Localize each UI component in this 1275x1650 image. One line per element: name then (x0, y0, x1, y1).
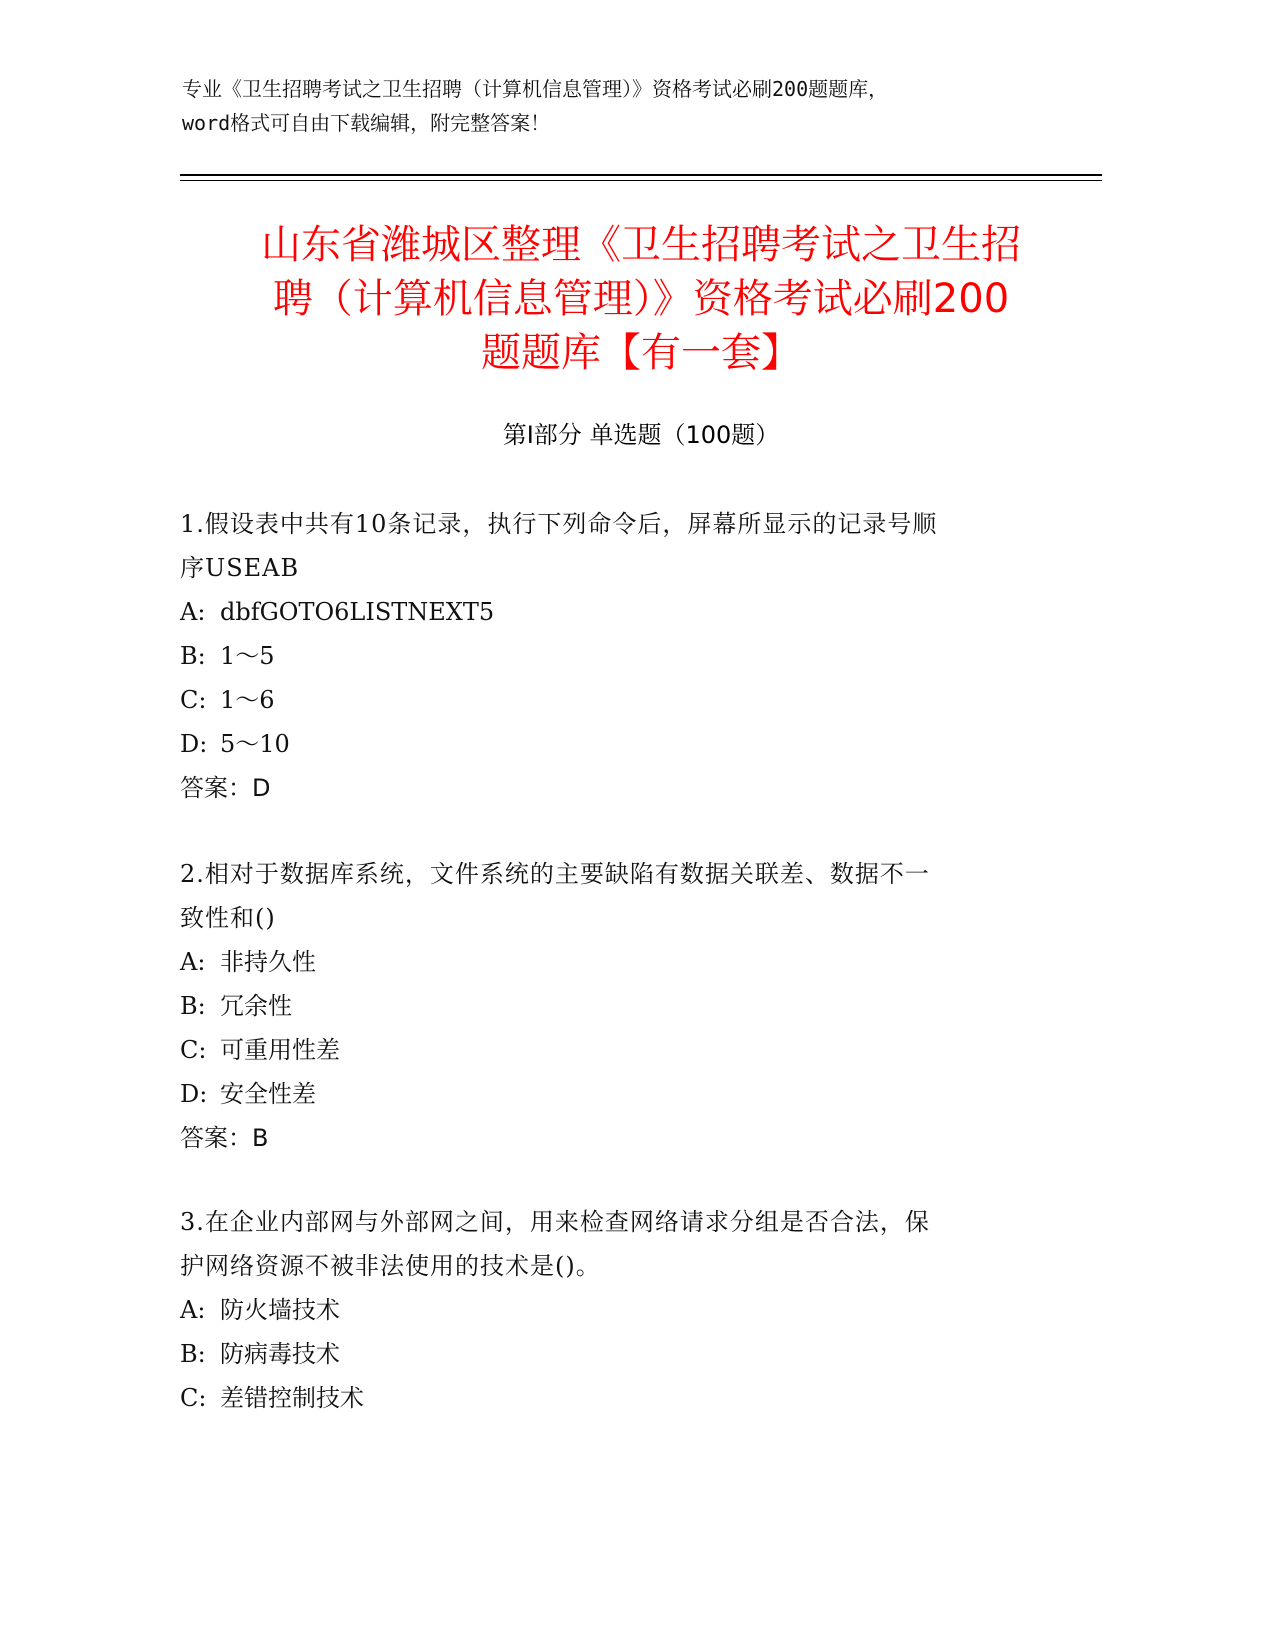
option-text: dbfGOTO6LISTNEXT5 (220, 598, 495, 626)
option-text: 冗余性 (220, 992, 292, 1020)
header-divider-thick (180, 174, 1102, 176)
header-note-line-1: 专业《卫生招聘考试之卫生招聘（计算机信息管理）》资格考试必刷200题题库， (182, 77, 889, 101)
option-letter: D: (180, 730, 208, 758)
option-a (180, 590, 1080, 634)
option-b (180, 1332, 1080, 1376)
option-letter: B: (180, 1340, 206, 1368)
option-c (180, 1376, 1080, 1420)
document-title (180, 218, 1102, 380)
question-stem-line-2: 致性和() (180, 904, 276, 932)
option-text: 5～10 (220, 730, 290, 758)
question-3 (180, 1200, 1080, 1420)
question-stem (180, 852, 1080, 940)
answer-line: 答案：B (180, 1124, 269, 1152)
section-title: 第Ⅰ部分 单选题（100题） (502, 421, 780, 449)
question-2 (180, 852, 1080, 1160)
option-letter: C: (180, 686, 207, 714)
option-c (180, 1028, 1080, 1072)
option-text: 1～5 (220, 642, 275, 670)
option-text: 1～6 (220, 686, 275, 714)
option-letter: B: (180, 992, 206, 1020)
option-d (180, 722, 1080, 766)
question-stem (180, 502, 1080, 590)
document-title-line-1: 山东省潍城区整理《卫生招聘考试之卫生招 (261, 222, 1021, 268)
option-letter: C: (180, 1036, 207, 1064)
question-stem-line-1: 3.在企业内部网与外部网之间，用来检查网络请求分组是否合法，保 (180, 1208, 930, 1236)
option-text: 差错控制技术 (220, 1384, 364, 1412)
option-letter: A: (180, 1296, 206, 1324)
header-note (182, 72, 1082, 140)
question-stem-line-2: 护网络资源不被非法使用的技术是()。 (180, 1252, 601, 1280)
option-text: 非持久性 (220, 948, 316, 976)
question-stem (180, 1200, 1080, 1288)
question-stem-line-1: 2.相对于数据库系统，文件系统的主要缺陷有数据关联差、数据不一 (180, 860, 930, 888)
option-letter: D: (180, 1080, 208, 1108)
header-note-line-2: word格式可自由下载编辑，附完整答案！ (182, 111, 551, 135)
option-letter: B: (180, 642, 206, 670)
option-d (180, 1072, 1080, 1116)
option-a (180, 1288, 1080, 1332)
option-b (180, 984, 1080, 1028)
question-stem-line-2: 序USEAB (180, 554, 300, 582)
option-b (180, 634, 1080, 678)
option-letter: C: (180, 1384, 207, 1412)
option-text: 防火墙技术 (220, 1296, 340, 1324)
option-letter: A: (180, 598, 206, 626)
option-text: 安全性差 (220, 1080, 316, 1108)
option-text: 防病毒技术 (220, 1340, 340, 1368)
option-a (180, 940, 1080, 984)
document-title-line-3: 题题库【有一套】 (481, 330, 801, 376)
question-stem-line-1: 1.假设表中共有10条记录，执行下列命令后，屏幕所显示的记录号顺 (180, 510, 938, 538)
option-text: 可重用性差 (220, 1036, 340, 1064)
option-c (180, 678, 1080, 722)
option-letter: A: (180, 948, 206, 976)
document-title-line-2: 聘（计算机信息管理）》资格考试必刷200 (272, 276, 1010, 322)
answer-line: 答案：D (180, 774, 271, 802)
header-divider-thin (180, 180, 1102, 181)
question-1 (180, 502, 1080, 810)
